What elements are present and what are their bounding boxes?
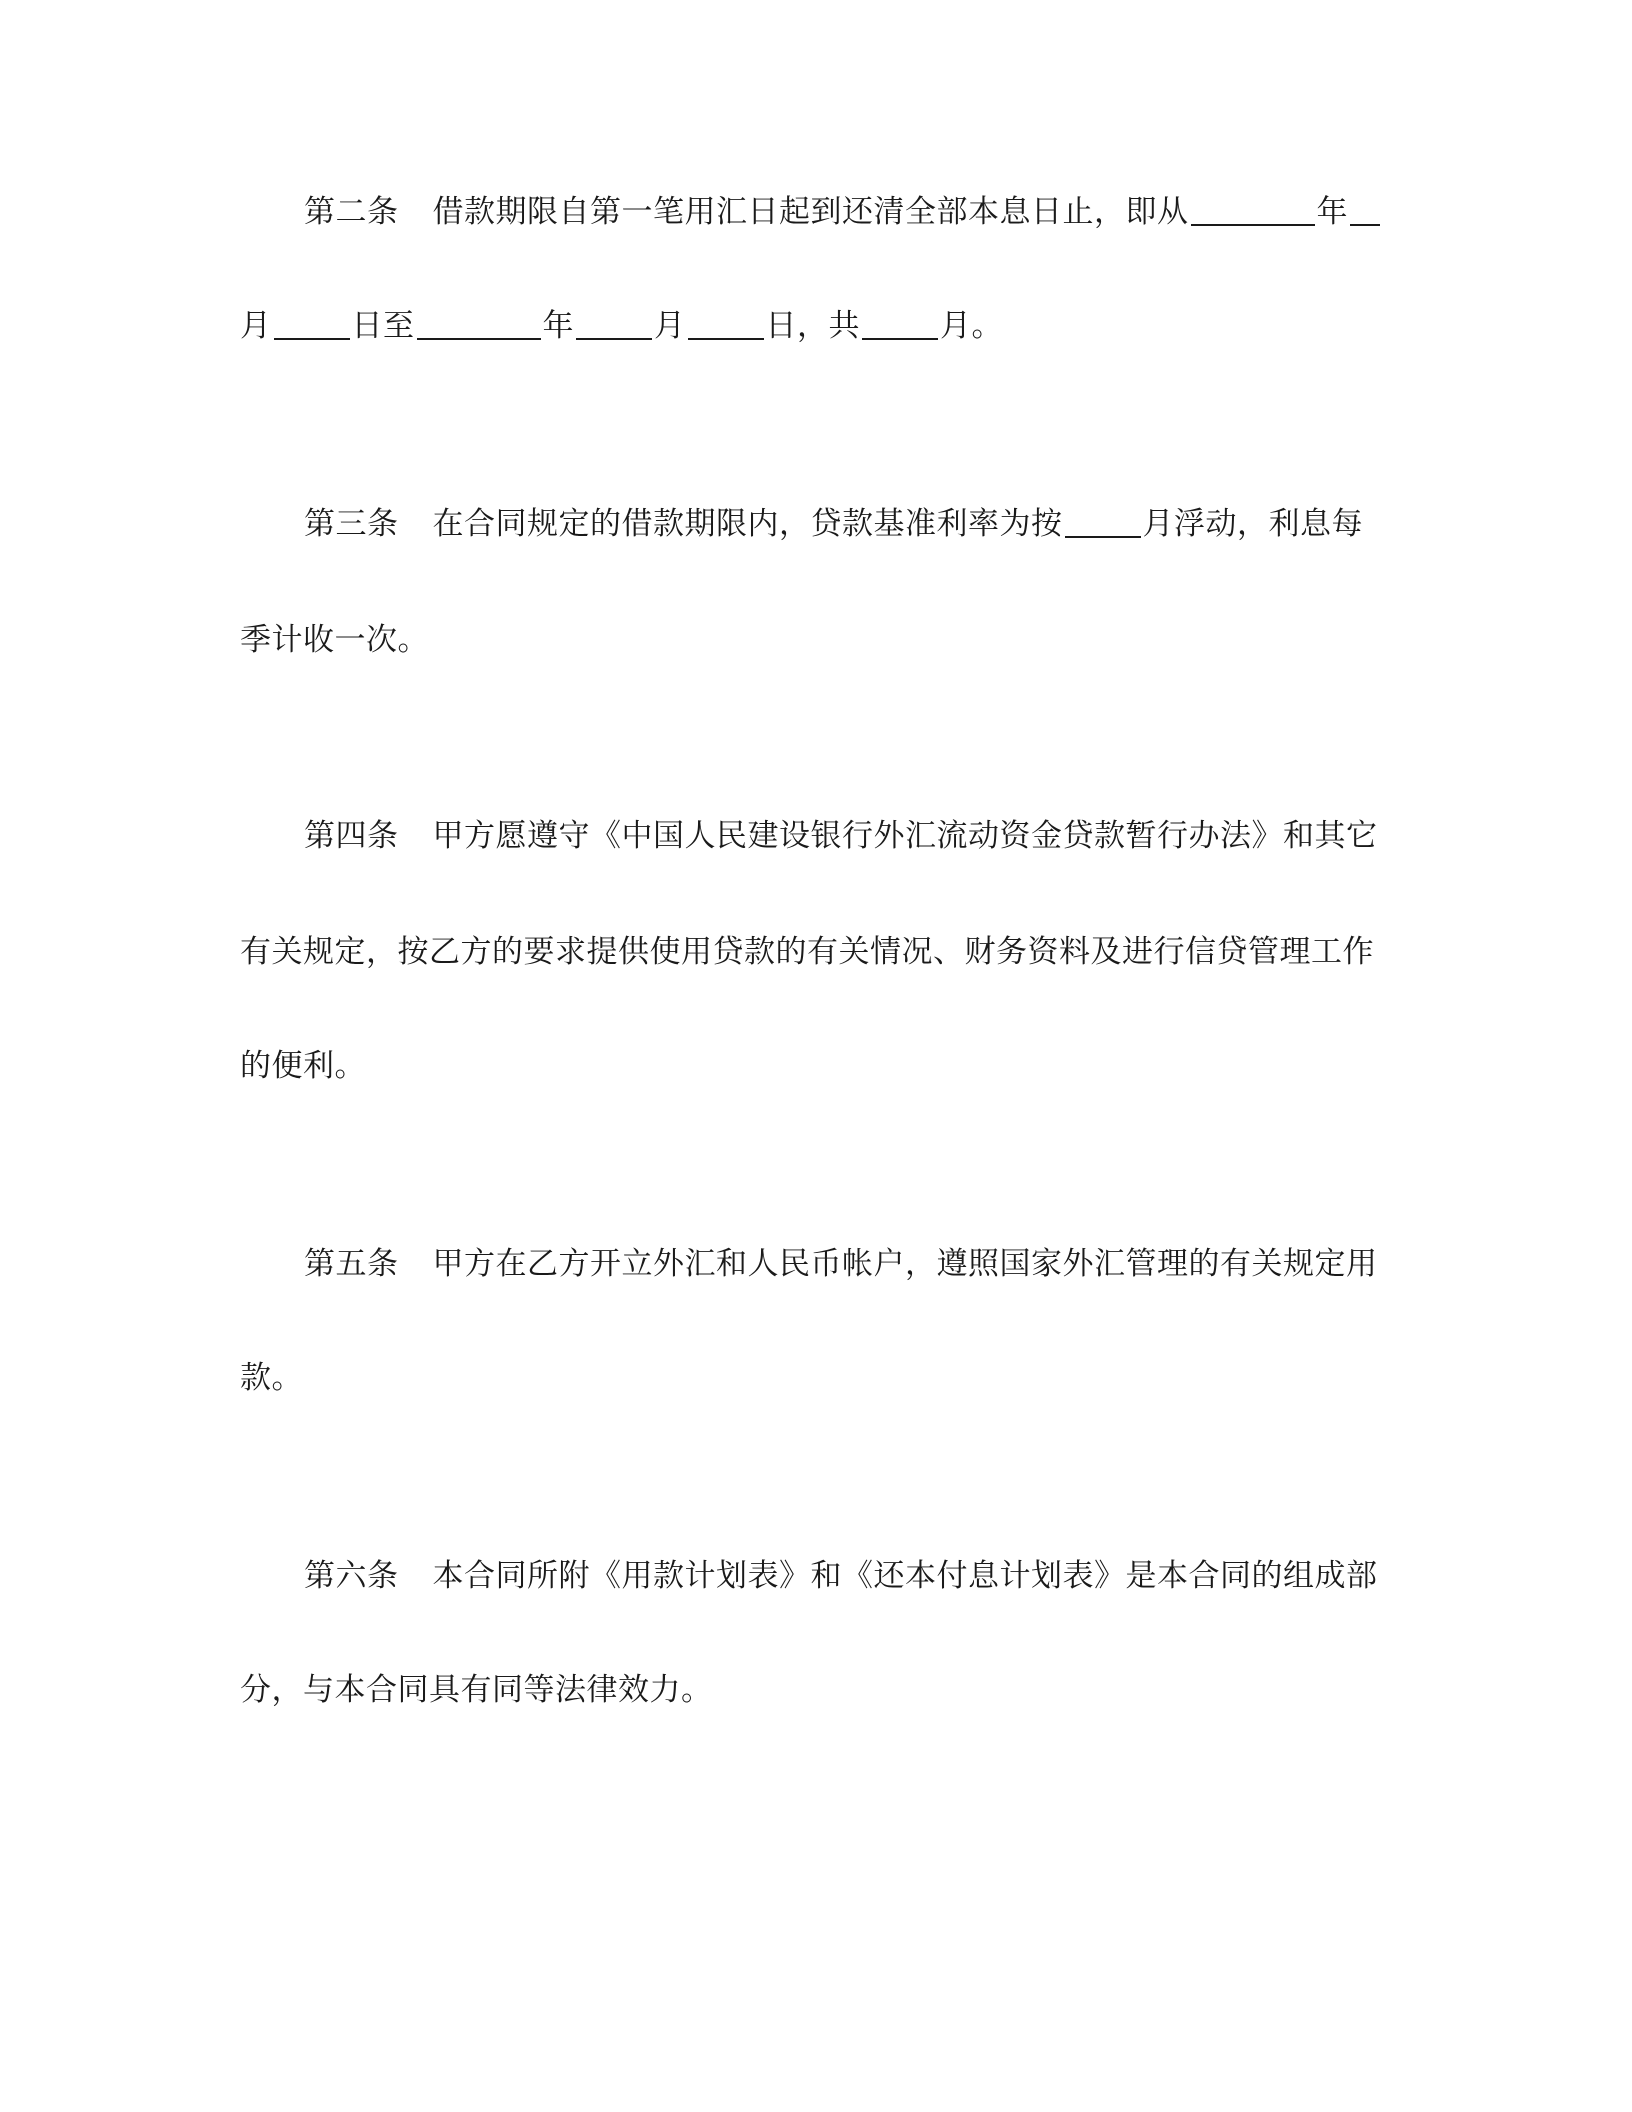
article-6-label: 第六条 (304, 1558, 399, 1594)
article-3-label: 第三条 (304, 506, 399, 542)
article-5-text: 甲方在乙方开立外汇和人民币帐户，遵照国家外汇管理的有关规定用 (432, 1246, 1378, 1282)
article-2-text: 借款期限自第一笔用汇日起到还清全部本息日止，即从 (432, 194, 1189, 230)
article-2-year-char: 年 (1316, 194, 1348, 230)
article-2-day-to: 日至 (351, 308, 415, 344)
article-5-line-1 (304, 1244, 1454, 1284)
article-3-text-after: 月浮动，利息每 (1142, 506, 1363, 542)
blank-start-year (1191, 194, 1315, 226)
article-6-line-2: 分，与本合同具有同等法律效力。 (240, 1672, 713, 1708)
blank-total-months (862, 308, 938, 340)
article-2-label: 第二条 (304, 194, 399, 230)
article-4-line-2: 有关规定，按乙方的要求提供使用贷款的有关情况、财务资料及进行信贷管理工作 (240, 934, 1374, 970)
article-2-year: 年 (542, 308, 574, 344)
article-5-label: 第五条 (304, 1246, 399, 1282)
article-2-end: 月。 (940, 308, 1003, 344)
article-4-line-3: 的便利。 (240, 1048, 366, 1084)
article-2-month: 月 (240, 308, 272, 344)
blank-end-day (688, 308, 764, 340)
article-4-text: 甲方愿遵守《中国人民建设银行外汇流动资金贷款暂行办法》和其它 (432, 818, 1378, 854)
article-3-text: 在合同规定的借款期限内，贷款基准利率为按 (432, 506, 1063, 542)
article-3-line-1 (304, 504, 1454, 544)
blank-start-day (274, 308, 350, 340)
blank-end-month (576, 308, 652, 340)
article-2-month2: 月 (654, 308, 686, 344)
article-6-line-1 (304, 1556, 1454, 1596)
article-5-line-2: 款。 (240, 1360, 303, 1396)
article-4-label: 第四条 (304, 818, 399, 854)
article-6-text: 本合同所附《用款计划表》和《还本付息计划表》是本合同的组成部 (432, 1558, 1378, 1594)
blank-end-year (417, 308, 541, 340)
blank-float-months (1065, 506, 1141, 538)
article-4-line-1 (304, 816, 1454, 856)
article-2-line-2 (240, 306, 1390, 346)
article-3-line-2: 季计收一次。 (240, 622, 429, 658)
article-2-day-total: 日，共 (765, 308, 860, 344)
blank-start-month-head (1350, 194, 1380, 226)
article-2-line-1 (304, 192, 1454, 232)
